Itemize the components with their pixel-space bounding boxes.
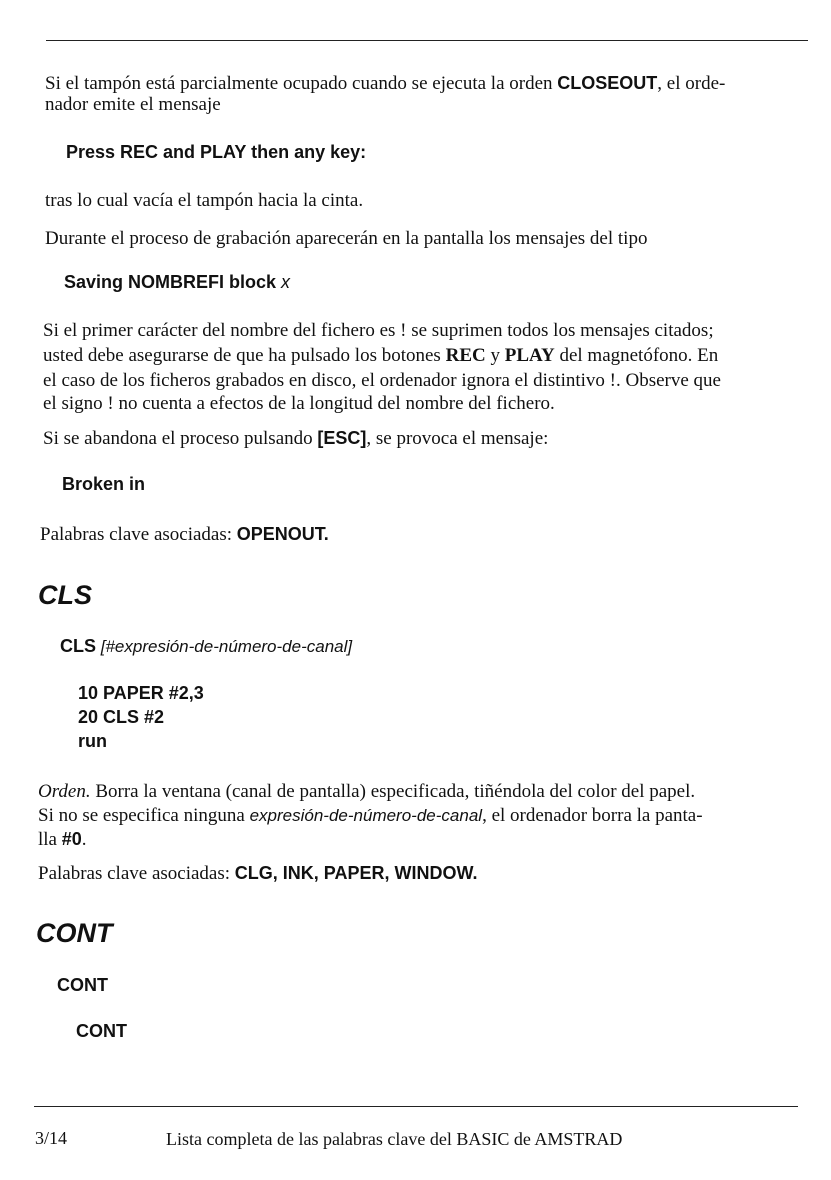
page-number: 3/14 — [35, 1128, 68, 1148]
cls-desc-line2 — [38, 805, 703, 827]
message-saving — [64, 272, 290, 293]
related-list: CLG, INK, PAPER, WINDOW. — [234, 863, 478, 883]
cls-desc-line2-suffix: , el ordenador borra la panta- — [482, 805, 703, 826]
code-line: run — [78, 731, 107, 751]
message-broken-in: Broken in — [62, 474, 146, 494]
paragraph-abandona — [43, 427, 548, 450]
related-label: Palabras clave asociadas: — [38, 863, 231, 884]
cls-example — [78, 681, 204, 753]
cls-desc-line3-suffix: . — [81, 829, 87, 850]
related-keywords-cls — [38, 862, 477, 885]
related-keywords-closeout — [40, 523, 329, 546]
y-word: y — [490, 345, 500, 366]
paragraph-primer-line4: el signo ! no cuenta a efectos de la longitud del nombre del fichero. — [43, 393, 555, 414]
cls-syntax-args: [#expresión-de-número-de-canal] — [100, 637, 353, 656]
paragraph-closeout-line1 — [45, 72, 725, 95]
code-line: 10 PAPER #2,3 — [78, 683, 204, 703]
message-press-rec: Press REC and PLAY then any key: — [66, 142, 367, 162]
orden-label: Orden. — [38, 781, 91, 802]
cls-desc-line1-text: Borra la ventana (canal de pantalla) especificada, tiñéndola del color del papel. — [95, 781, 696, 802]
related-label: Palabras clave asociadas: — [40, 524, 233, 545]
cont-example: CONT — [76, 1021, 127, 1041]
cls-desc-line3-prefix: lla — [38, 829, 57, 850]
cls-syntax — [60, 635, 352, 658]
abandona-prefix: Si se abandona el proceso pulsando — [43, 428, 313, 449]
cls-desc-line3 — [38, 828, 87, 851]
rec-word: REC — [445, 345, 486, 366]
footer-title: Lista completa de las palabras clave del BASIC de AMSTRAD — [166, 1129, 623, 1149]
closeout-line1-prefix: Si el tampón está parcialmente ocupado cuando se ejecuta la orden — [45, 73, 553, 94]
esc-key: [ESC] — [317, 428, 367, 448]
paragraph-closeout-line2: nador emite el mensaje — [45, 94, 221, 115]
top-rule — [46, 40, 808, 41]
cls-syntax-keyword: CLS — [60, 636, 96, 656]
closeout-keyword: CLOSEOUT — [557, 73, 658, 93]
paragraph-primer-line3: el caso de los ficheros grabados en disco, el ordenador ignora el distintivo !. Observe que — [43, 370, 721, 391]
heading-cont: CONT — [36, 918, 113, 948]
paragraph-primer-line2 — [43, 345, 718, 367]
cls-desc-line2-prefix: Si no se especifica ninguna — [38, 805, 245, 826]
code-line: 20 CLS #2 — [78, 707, 165, 727]
paragraph-primer-line1: Si el primer carácter del nombre del fichero es ! se suprimen todos los mensajes citados; — [43, 320, 714, 341]
closeout-line1-suffix: , el orde- — [657, 73, 726, 94]
paragraph-durante: Durante el proceso de grabación aparecerán en la pantalla los mensajes del tipo — [45, 228, 648, 249]
message-saving-var: x — [281, 272, 291, 292]
cls-desc-line3-code: #0 — [61, 829, 82, 849]
primer-line2-prefix: usted debe asegurarse de que ha pulsado los botones — [43, 345, 441, 366]
play-word: PLAY — [504, 345, 555, 366]
paragraph-tampon: tras lo cual vacía el tampón hacia la cinta. — [45, 190, 364, 211]
bottom-rule — [34, 1106, 798, 1107]
cls-desc-line1 — [38, 781, 695, 803]
abandona-suffix: , se provoca el mensaje: — [366, 428, 549, 449]
message-saving-text: Saving NOMBREFI block — [64, 272, 277, 292]
cont-syntax: CONT — [57, 975, 108, 995]
related-list: OPENOUT. — [236, 524, 329, 544]
primer-line2-suffix: del magnetófono. En — [559, 345, 719, 366]
heading-cls: CLS — [38, 580, 92, 610]
cls-desc-param: expresión-de-número-de-canal — [249, 806, 483, 825]
